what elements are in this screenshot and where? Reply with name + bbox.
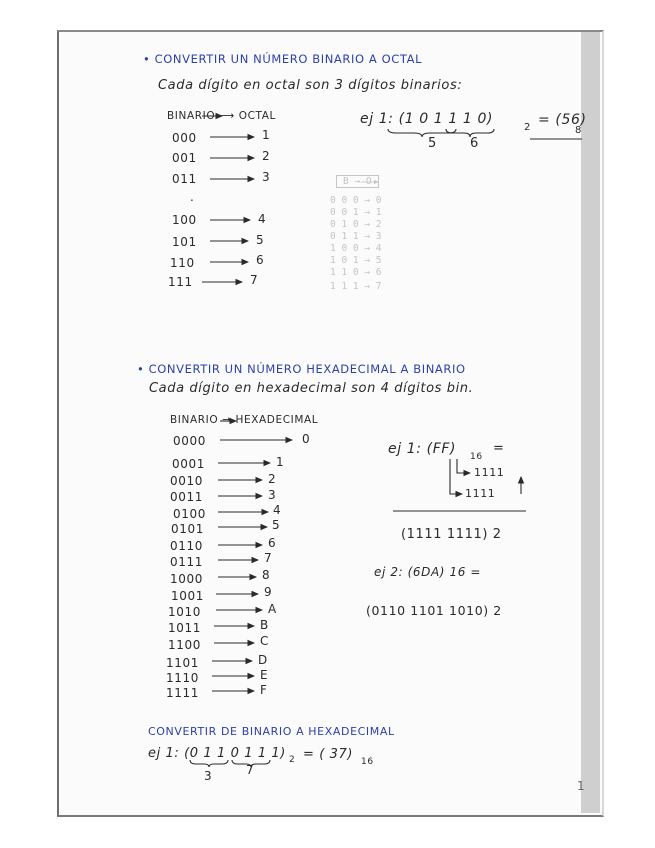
bin-cell: 100: [172, 213, 197, 227]
bin-cell: 000: [172, 131, 197, 145]
hex-cell: C: [260, 634, 269, 648]
page-number: 1: [577, 779, 586, 793]
oct-cell: 7: [250, 273, 259, 287]
bin-hex-expr: ej 1: (0 1 1 0 1 1 1): [148, 746, 286, 761]
oct-cell: 3: [262, 170, 271, 184]
bin-hex-result-base: 16: [361, 757, 374, 767]
bin-cell: 0100: [173, 507, 206, 521]
bin-cell: 110: [170, 256, 195, 270]
bin-cell: 1110: [166, 671, 199, 685]
section1-subtitle: Cada dígito en octal son 3 dígitos binarios:: [158, 78, 463, 93]
bin-cell: 1011: [168, 621, 201, 635]
group-brace: [190, 760, 228, 767]
bin-cell: 1010: [168, 605, 201, 619]
section1-title: • CONVERTIR UN NÚMERO BINARIO A OCTAL: [143, 52, 423, 66]
hex-cell: B: [260, 618, 269, 632]
hex-cell: 1: [276, 455, 285, 469]
ghost-row: 0 0 0 → 0: [330, 195, 382, 206]
octal-example-base: 2: [524, 122, 531, 133]
octal-group1: 5: [428, 136, 437, 151]
hex-ex2-result: (0110 1101 1010) 2: [366, 603, 502, 618]
bin-cell: 1100: [168, 638, 201, 652]
bin-hex-base: 2: [289, 755, 296, 765]
oct-cell: 4: [258, 212, 267, 226]
hex-cell: A: [268, 602, 277, 616]
hex-cell: F: [260, 683, 268, 697]
section1-header: BINARIO ⟶ OCTAL: [167, 110, 276, 122]
bin-cell: 001: [172, 151, 197, 165]
octal-group2: 6: [470, 136, 479, 151]
section2-subtitle: Cada dígito en hexadecimal son 4 dígitos bin.: [149, 381, 474, 396]
ghost-box: B → O: [336, 175, 379, 188]
bin-hex-group1: 3: [204, 769, 213, 783]
split-arrow: [450, 459, 462, 494]
hex-cell: 2: [268, 472, 277, 486]
section2-title: • CONVERTIR UN NÚMERO HEXADECIMAL A BINARIO: [137, 362, 466, 376]
hex-ex2-expr: ej 2: (6DA) 16 =: [374, 565, 482, 579]
hex-cell: 5: [272, 518, 281, 532]
bin-cell: 1000: [170, 572, 203, 586]
hex-cell: 7: [264, 551, 273, 565]
hex-cell: 8: [262, 568, 271, 582]
ghost-row: 1 0 0 → 4: [330, 243, 382, 254]
ghost-row: 0 1 0 → 2: [330, 219, 382, 230]
bin-cell: 0010: [170, 474, 203, 488]
group-brace: [446, 129, 494, 137]
bin-cell: 111: [168, 275, 193, 289]
bin-cell: 1111: [166, 686, 199, 700]
ghost-row: 1 0 1 → 5: [330, 255, 382, 266]
bin-cell: 0001: [172, 457, 205, 471]
bin-cell: 011: [172, 172, 197, 186]
bin-cell: 0011: [170, 490, 203, 504]
bin-hex-group2: 7: [246, 763, 255, 777]
bin-cell: 0111: [170, 555, 203, 569]
bin-cell: 0110: [170, 539, 203, 553]
ghost-row: 0 0 1 → 1: [330, 207, 382, 218]
ghost-row: 1 1 0 → 6: [330, 267, 382, 278]
bin-cell: .: [190, 190, 195, 204]
octal-example-result: = (56): [538, 112, 587, 128]
hex-cell: 6: [268, 536, 277, 550]
oct-cell: 2: [262, 149, 271, 163]
hex-cell: 3: [268, 488, 277, 502]
hex-ex1-expr: ej 1: (FF): [388, 441, 457, 457]
bin-cell: 1001: [171, 589, 204, 603]
hex-cell: E: [260, 668, 269, 682]
hex-cell: 4: [273, 503, 282, 517]
bin-hex-result: = ( 37): [303, 747, 354, 762]
group-brace: [232, 760, 270, 767]
bin-cell: 0000: [173, 434, 206, 448]
oct-cell: 1: [262, 128, 271, 142]
hex-ex1-eq: =: [493, 441, 505, 456]
ghost-row: 0 1 1 → 3: [330, 231, 382, 242]
hex-ex1-result: (1111 1111) 2: [401, 527, 502, 542]
octal-example-result-base: 8: [575, 125, 582, 136]
bin-cell: 101: [172, 235, 197, 249]
hex-cell: 9: [264, 585, 273, 599]
section2-header: BINARIO → HEXADECIMAL: [170, 414, 319, 426]
hex-ex1-base: 16: [470, 452, 483, 462]
bin-cell: 1101: [166, 656, 199, 670]
bin-cell: 0101: [171, 522, 204, 536]
octal-example-expr: ej 1: (1 0 1 1 1 0): [360, 111, 494, 127]
oct-cell: 6: [256, 253, 265, 267]
hex-ex1-line1: 1111: [474, 466, 505, 479]
split-arrow: [457, 459, 470, 473]
section3-title: CONVERTIR DE BINARIO A HEXADECIMAL: [148, 725, 395, 738]
hex-ex1-line2: 1111: [465, 487, 496, 500]
oct-cell: 5: [256, 233, 265, 247]
hex-cell: D: [258, 653, 268, 667]
ghost-row: 1 1 1 → 7: [330, 281, 382, 292]
hex-cell: 0: [302, 432, 311, 446]
